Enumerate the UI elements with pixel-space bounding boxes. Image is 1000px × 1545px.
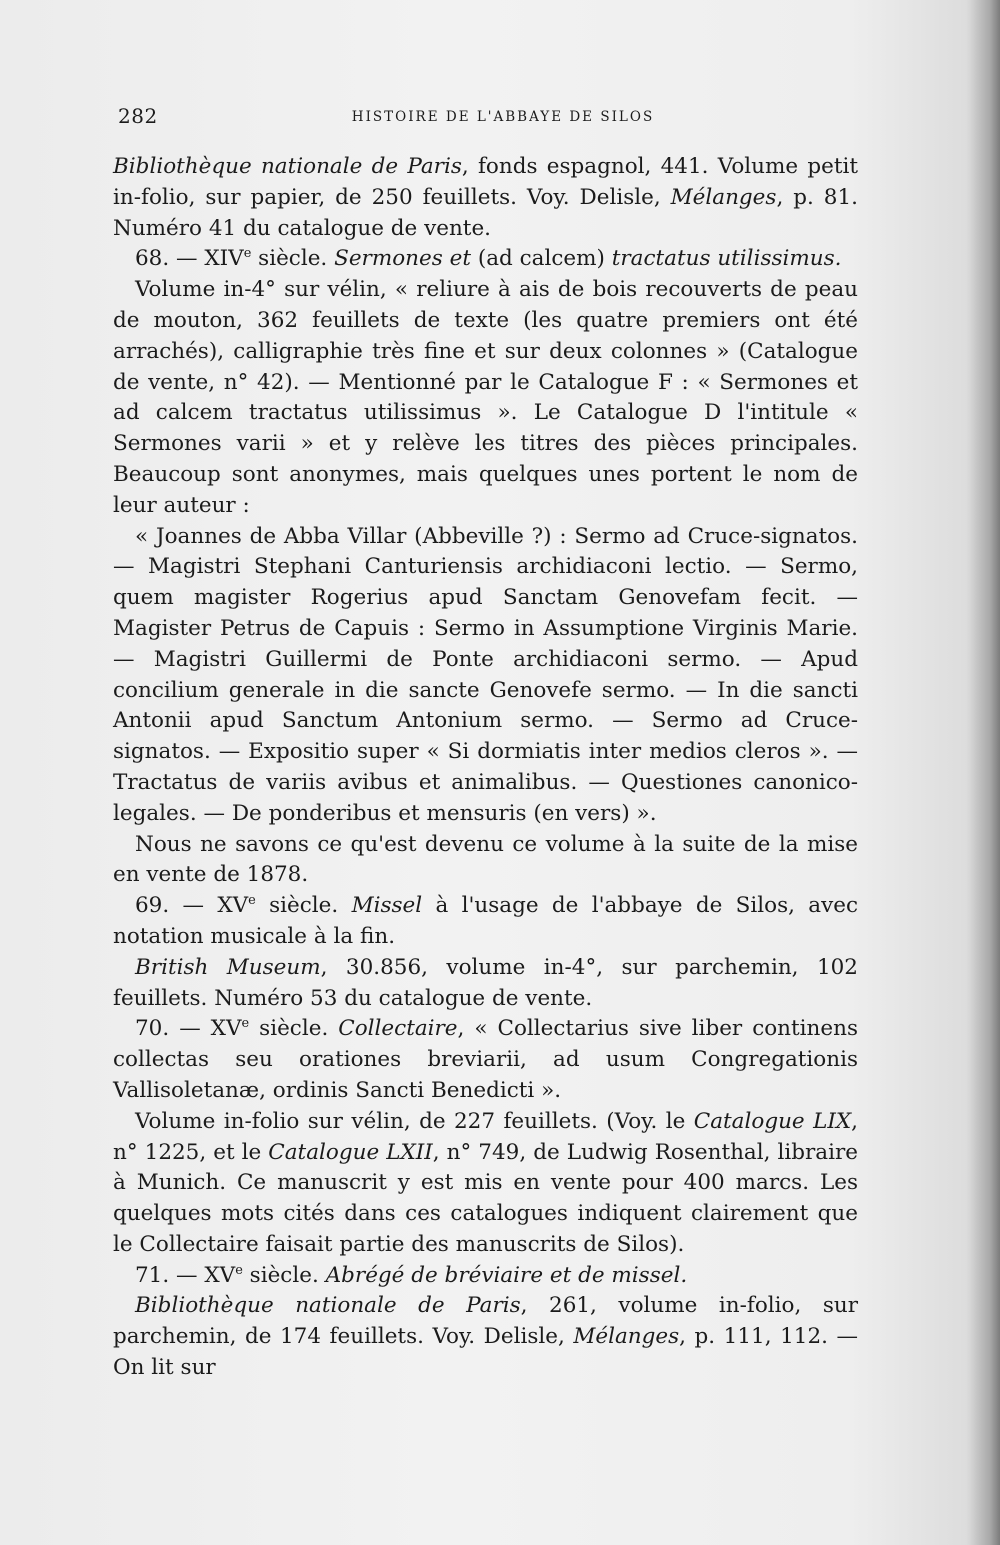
text-run: , n° 1225, et le bbox=[113, 1108, 858, 1165]
text-run: 71. — XV bbox=[135, 1262, 236, 1288]
paragraph bbox=[113, 1014, 858, 1106]
italic-run: British Museum bbox=[135, 954, 321, 980]
paragraph bbox=[113, 275, 858, 521]
paragraph bbox=[113, 244, 858, 275]
text-run: siècle. bbox=[251, 246, 335, 272]
text-run: siècle. bbox=[242, 1262, 326, 1288]
text-run: 69. — XV bbox=[135, 893, 249, 919]
text-run: , fonds espagnol, 441. Volume petit in-folio, sur papier, de 250 feuillets. Voy. Delisle, bbox=[113, 154, 858, 210]
paragraph bbox=[113, 891, 858, 953]
text-run: , 261, volume in-folio, sur parchemin, de 174 feuillets. Voy. Delisle, bbox=[113, 1293, 858, 1350]
running-title: HISTOIRE DE L'ABBAYE DE SILOS bbox=[351, 109, 655, 125]
italic-run: Collectaire bbox=[338, 1016, 458, 1042]
superscript-run: e bbox=[235, 1262, 243, 1278]
italic-run: Catalogue LIX bbox=[693, 1108, 852, 1134]
page-header bbox=[118, 104, 858, 134]
text-run: à l'usage de l'abbaye de Silos, avec notation musicale à la fin. bbox=[113, 893, 858, 949]
italic-run: Sermones et bbox=[334, 246, 471, 272]
text-run: « Joannes de Abba Villar (Abbeville ?) : Sermo ad Cruce-signatos. — Magistri Stephani Canturiensis archidiaconi lectio. — Sermo, quem magister Rogerius apud Sanctam Genovefam fecit. — Magister Petrus de Capuis : Sermo in Assumptione Virginis Marie. — Magistri Guillermi de Ponte archidiaconi sermo. — Apud concilium generale in die sancte Genovefe sermo. — In die sancti Antonii apud Sanctum Antonium sermo. — Sermo ad Cruce-signatos. — Expositio super « Si dormiatis inter medios cleros ». — Tractatus de variis avibus et animalibus. — Questiones canonico-legales. — De ponderibus et mensuris (en vers) ». bbox=[113, 523, 858, 826]
paragraph bbox=[113, 522, 858, 830]
text-run: , n° 749, de Ludwig Rosenthal, libraire à Munich. Ce manuscrit y est mis en vente pour 400 marcs. Les quelques mots cités dans ces catalogues indiquent clairement que le Collectaire faisait partie des manuscrits de Silos). bbox=[113, 1139, 858, 1257]
text-run: , p. 81. Numéro 41 du catalogue de vente. bbox=[113, 184, 858, 241]
text-run: 68. — XIV bbox=[135, 246, 244, 272]
italic-run: Catalogue LXII bbox=[268, 1139, 433, 1165]
italic-run: Mélanges bbox=[573, 1324, 680, 1350]
italic-run: Mélanges bbox=[670, 184, 777, 210]
italic-run: Abrégé de bréviaire et de missel. bbox=[325, 1262, 688, 1288]
superscript-run: e bbox=[243, 246, 252, 262]
italic-run: Bibliothèque nationale de Paris bbox=[135, 1293, 521, 1319]
superscript-run: e bbox=[248, 892, 256, 908]
page-edge-shadow bbox=[966, 0, 1000, 1545]
text-run: , p. 111, 112. — On lit sur bbox=[113, 1324, 858, 1381]
paragraph bbox=[113, 1291, 858, 1383]
italic-run: Bibliothèque nationale de Paris bbox=[113, 154, 462, 179]
paragraph bbox=[113, 830, 858, 892]
text-run: Volume in-4° sur vélin, « reliure à ais de bois recouverts de peau de mouton, 362 feuillets de texte (les quatre premiers ont été arrachés), calligraphie très fine et sur deux colonnes » (Catalogue de vente, n° 42). — Mentionné par le Catalogue F : « Sermones et ad calcem tractatus utilissimus ». Le Catalogue D l'intitule « Sermones varii » et y relève les titres des pièces principales. Beaucoup sont anonymes, mais quelques unes portent le nom de leur auteur : bbox=[113, 277, 858, 518]
paragraph bbox=[113, 152, 858, 244]
text-run: Volume in-folio sur vélin, de 227 feuillets. (Voy. le bbox=[135, 1108, 694, 1134]
italic-run: Missel bbox=[351, 893, 423, 919]
text-run: 70. — XV bbox=[135, 1016, 242, 1042]
text-run: siècle. bbox=[249, 1016, 339, 1042]
text-run: siècle. bbox=[255, 893, 352, 919]
superscript-run: e bbox=[241, 1016, 250, 1032]
text-run: (ad calcem) bbox=[470, 246, 612, 272]
paragraph bbox=[113, 1261, 858, 1292]
page-number: 282 bbox=[118, 104, 158, 128]
text-run: Nous ne savons ce qu'est devenu ce volume à la suite de la mise en vente de 1878. bbox=[113, 831, 858, 888]
text-run: , 30.856, volume in-4°, sur parchemin, 102 feuillets. Numéro 53 du catalogue de vente. bbox=[113, 954, 858, 1011]
italic-run: tractatus utilissimus. bbox=[611, 246, 842, 272]
text-run: , « Collectarius sive liber continens collectas seu orationes breviarii, ad usum Congregationis Vallisoletanæ, ordinis Sancti Benedicti ». bbox=[113, 1016, 858, 1103]
page-body bbox=[113, 152, 858, 1384]
paragraph bbox=[113, 1107, 858, 1261]
paragraph bbox=[113, 953, 858, 1015]
